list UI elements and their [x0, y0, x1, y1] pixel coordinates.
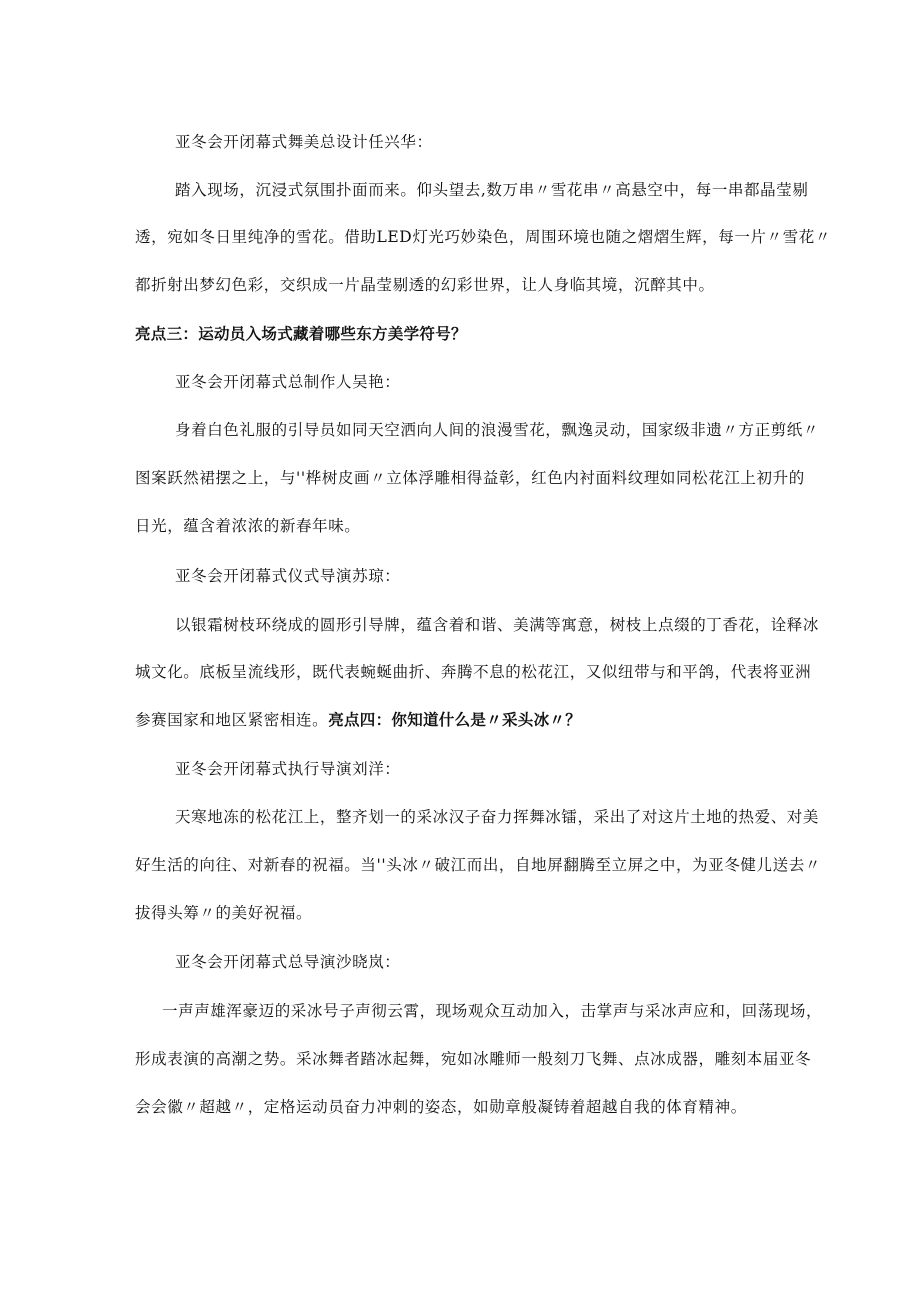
- speaker-sha-xiaolan: 亚冬会开闭幕式总导演沙晓岚：: [175, 953, 401, 971]
- speaker-liu-yang: 亚冬会开闭幕式执行导演刘洋：: [175, 760, 401, 778]
- heading-highlight-three: 亮点三：运动员入场式藏着哪些东方美学符号？: [135, 325, 467, 343]
- paragraph-line: 以银霜树枝环绕成的圆形引导牌，蕴含着和谐、美满等寓意，树枝上点缀的丁香花，诠释冰: [175, 616, 820, 634]
- paragraph-line: 都折射出梦幻色彩，交织成一片晶莹剔透的幻彩世界，让人身临其境，沉醉其中。: [135, 276, 715, 294]
- paragraph-line: 会会徽〃超越〃，定格运动员奋力冲刺的姿态，如勋章般凝铸着超越自我的体育精神。: [135, 1098, 747, 1116]
- paragraph-line: 好生活的向往、对新春的祝福。当''头冰〃破江而出，自地屏翻腾至立屏之中，为亚冬健儿送去〃: [135, 856, 821, 874]
- paragraph-line: 一声声雄浑豪迈的采冰号子声彻云霄，现场观众互动加入，击掌声与采冰声应和，回荡现场，: [162, 1002, 823, 1020]
- paragraph-line: 拔得头筹〃的美好祝福。: [135, 904, 313, 922]
- paragraph-line: 形成表演的高潮之势。采冰舞者踏冰起舞，宛如冰雕师一般刻刀飞舞、点冰成器，雕刻本届亚冬: [135, 1050, 812, 1068]
- paragraph-line: 图案跃然裙摆之上，与''桦树皮画〃立体浮雕相得益彰，红色内衬面料纹理如同松花江上初升的: [135, 469, 805, 487]
- speaker-ren-xinghua: 亚冬会开闭幕式舞美总设计任兴华：: [175, 133, 433, 151]
- speaker-su-qiong: 亚冬会开闭幕式仪式导演苏琼：: [175, 567, 401, 585]
- paragraph-line: 城文化。底板呈流线形，既代表蜿蜒曲折、奔腾不息的松花江，又似纽带与和平鸽，代表将亚洲: [135, 663, 812, 681]
- paragraph-line: 天寒地冻的松花江上，整齐划一的采冰汉子奋力挥舞冰镭，采出了对这片土地的热爱、对美: [175, 808, 820, 826]
- paragraph-text: 参赛国家和地区紧密相连。: [135, 711, 329, 729]
- paragraph-line: 透，宛如冬日里纯净的雪花。借助LED灯光巧妙染色，周围环境也随之熠熠生辉，每一片〃雪花〃: [135, 228, 831, 246]
- speaker-wu-yan: 亚冬会开闭幕式总制作人吴艳：: [175, 373, 401, 391]
- paragraph-line-with-heading: [135, 710, 581, 730]
- paragraph-line: 日光，蕴含着浓浓的新春年味。: [135, 517, 361, 535]
- paragraph-line: 踏入现场，沉浸式氛围扑面而来。仰头望去,数万串〃雪花串〃高悬空中，每一串都晶莹剔: [175, 181, 809, 199]
- paragraph-line: 身着白色礼服的引导员如同天空洒向人间的浪漫雪花，飘逸灵动，国家级非遗〃方正剪纸〃: [175, 421, 820, 439]
- heading-highlight-four: 亮点四：你知道什么是〃采头冰〃？: [328, 711, 582, 729]
